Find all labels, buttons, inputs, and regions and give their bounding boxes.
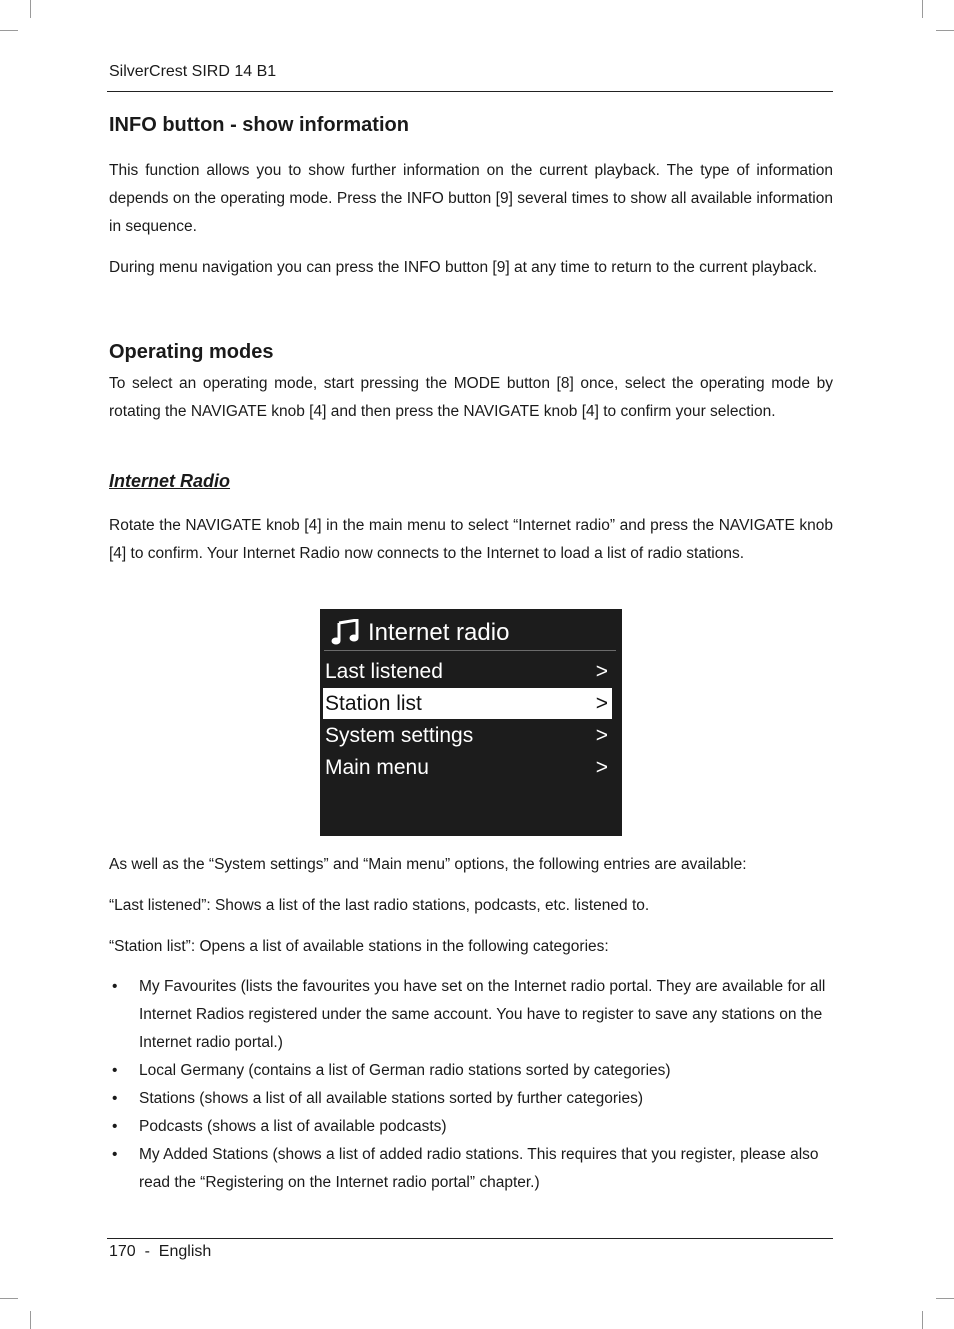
chevron-right-icon: >: [595, 692, 608, 715]
menu-item-main-menu[interactable]: [323, 752, 612, 783]
bullet-icon: •: [112, 1090, 118, 1107]
list-item: [109, 1057, 829, 1085]
list-item: [109, 1113, 829, 1141]
music-note-icon: [330, 619, 360, 647]
bullet-icon: •: [112, 978, 118, 995]
info-paragraph-2: During menu navigation you can press the INFO button [9] at any time to return to the current playback.: [109, 259, 818, 276]
bullet-icon: •: [112, 1118, 118, 1135]
screen-title: [330, 617, 509, 649]
list-item: [109, 973, 829, 1057]
station-list-paragraph: “Station list”: Opens a list of available stations in the following categories:: [109, 938, 609, 955]
bullet-icon: •: [112, 1146, 118, 1163]
bullet-icon: •: [112, 1062, 118, 1079]
crop-mark: [0, 1298, 18, 1299]
footer-rule: [107, 1238, 833, 1239]
crop-mark: [936, 30, 954, 31]
crop-mark: [922, 1311, 923, 1329]
chevron-right-icon: >: [595, 660, 608, 683]
list-item-text: Stations (shows a list of all available stations sorted by further categories): [139, 1090, 643, 1107]
internet-radio-heading: Internet Radio: [109, 471, 231, 491]
menu-item-label: Station list: [325, 692, 422, 715]
menu-item-label: System settings: [325, 724, 474, 747]
available-entries-paragraph: As well as the “System settings” and “Main menu” options, the following entries are available:: [109, 856, 747, 873]
crop-mark: [0, 30, 18, 31]
list-item-text: Local Germany (contains a list of German radio stations sorted by categories): [139, 1062, 671, 1079]
header-rule: [107, 91, 833, 92]
menu-item-last-listened[interactable]: [323, 656, 612, 687]
chevron-right-icon: >: [595, 756, 608, 779]
page-header: SilverCrest SIRD 14 B1: [109, 63, 277, 80]
operating-modes-heading: Operating modes: [109, 341, 274, 363]
page-footer: 170 - English: [109, 1243, 212, 1260]
menu-item-label: Main menu: [325, 756, 429, 779]
crop-mark: [30, 1311, 31, 1329]
info-section-heading: INFO button - show information: [109, 114, 409, 136]
menu-item-system-settings[interactable]: [323, 720, 612, 751]
last-listened-paragraph: “Last listened”: Shows a list of the last radio stations, podcasts, etc. listened to.: [109, 897, 650, 914]
list-item-text: My Added Stations (shows a list of added radio stations. This requires that you register, please also read the “Registering on the Internet radio portal” chapter.): [139, 1146, 819, 1191]
crop-mark: [30, 0, 31, 18]
list-item: [109, 1085, 829, 1113]
chevron-right-icon: >: [595, 724, 608, 747]
crop-mark: [922, 0, 923, 18]
menu-item-label: Last listened: [325, 660, 443, 683]
station-categories-list: [109, 973, 833, 1197]
screen-divider: [324, 650, 616, 651]
list-item: [109, 1141, 829, 1197]
operating-modes-paragraph: To select an operating mode, start pressing the MODE button [8] once, select the operating mode by rotating the NAVIGATE knob [4] and then press the NAVIGATE knob [4] to confirm your selection.: [109, 375, 833, 420]
list-item-text: My Favourites (lists the favourites you have set on the Internet radio portal. They are available for all Internet Radios registered under the same account. You have to register to save any stations on the Internet radio portal.): [139, 978, 826, 1051]
info-paragraph-1: This function allows you to show further information on the current playback. The type of information depends on the operating mode. Press the INFO button [9] several times to show all available information in sequence.: [109, 162, 833, 235]
menu-item-station-list[interactable]: [323, 688, 612, 719]
radio-display-screenshot: [320, 609, 622, 836]
crop-mark: [936, 1298, 954, 1299]
list-item-text: Podcasts (shows a list of available podcasts): [139, 1118, 447, 1135]
internet-radio-paragraph: Rotate the NAVIGATE knob [4] in the main menu to select “Internet radio” and press the NAVIGATE knob [4] to confirm. Your Internet Radio now connects to the Internet to load a list of radio stations.: [109, 517, 833, 562]
screen-title-text: Internet radio: [368, 619, 510, 646]
